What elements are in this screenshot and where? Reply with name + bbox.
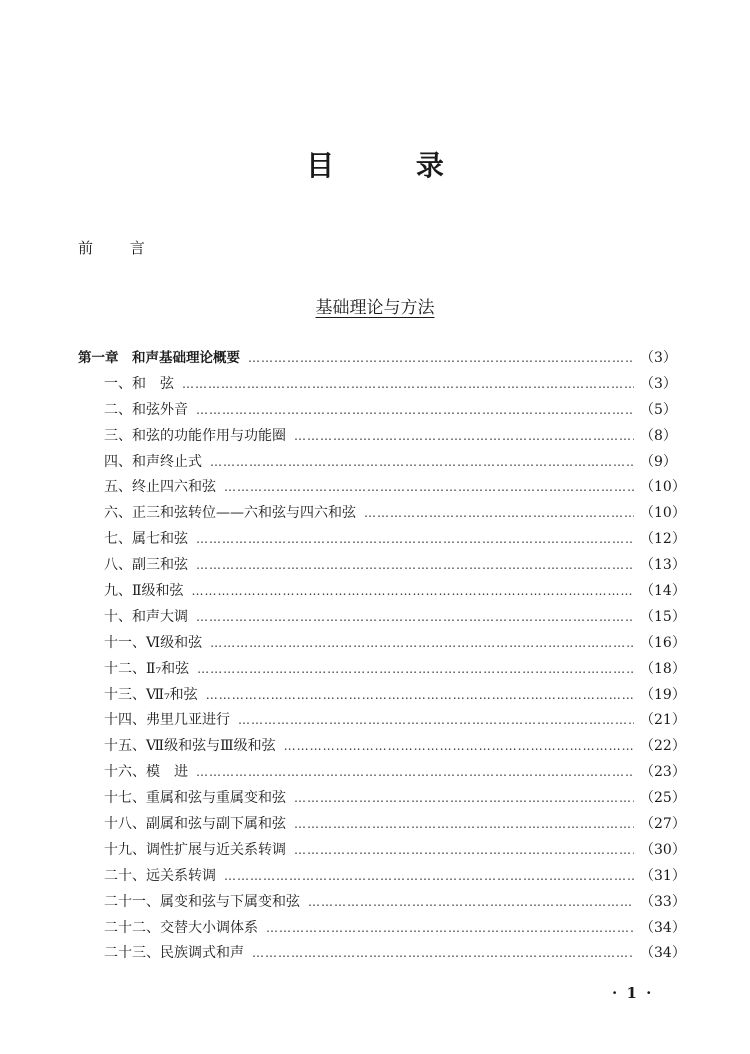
toc-entry-label: 十七、重属和弦与重属变和弦 — [104, 790, 286, 807]
toc-row — [78, 424, 677, 450]
toc-entry-label: 九、Ⅱ级和弦 — [104, 583, 184, 600]
toc-entry-page: （16） — [640, 634, 686, 651]
toc-row — [78, 527, 686, 553]
toc-entry-page: （34） — [640, 919, 686, 936]
toc-entry-page: （3） — [640, 350, 677, 366]
page-title: 目 录 — [306, 149, 480, 182]
toc-leader-dots — [238, 708, 634, 734]
toc-row — [78, 760, 686, 786]
toc-entry-label: 十三、Ⅶ₇和弦 — [104, 686, 198, 703]
toc-row — [78, 890, 686, 916]
toc-row — [78, 708, 686, 734]
toc-entry-page: （14） — [640, 583, 686, 600]
toc-entry-label: 六、正三和弦转位——六和弦与四六和弦 — [104, 505, 356, 522]
toc-row — [78, 941, 686, 967]
toc-entry-page: （30） — [640, 841, 686, 858]
toc-entry-label: 八、副三和弦 — [104, 557, 188, 574]
toc-leader-dots — [196, 605, 634, 631]
toc-leader-dots — [308, 890, 634, 916]
toc-entry-page: （15） — [640, 608, 686, 625]
table-of-contents — [78, 346, 686, 967]
toc-leader-dots — [210, 631, 634, 657]
toc-entry-page: （34） — [640, 945, 686, 962]
toc-entry-page: （13） — [640, 557, 686, 574]
toc-entry-label: 十八、副属和弦与副下属和弦 — [104, 816, 286, 833]
toc-row — [78, 450, 677, 476]
toc-leader-dots — [192, 579, 634, 605]
toc-leader-dots — [248, 346, 634, 372]
toc-entry-page: （9） — [640, 453, 677, 470]
toc-row — [78, 812, 686, 838]
toc-row — [78, 398, 677, 424]
toc-leader-dots — [294, 838, 634, 864]
toc-row — [78, 579, 686, 605]
toc-row — [78, 475, 686, 501]
toc-entry-label: 十六、模 进 — [104, 764, 188, 781]
toc-leader-dots — [294, 786, 634, 812]
toc-entry-page: （5） — [640, 401, 677, 418]
preface-entry: 前 言 — [78, 239, 161, 257]
toc-entry-label: 二十三、民族调式和声 — [104, 945, 244, 962]
toc-entry-label: 第一章 和声基础理论概要 — [78, 350, 240, 366]
toc-entry-label: 十四、弗里几亚进行 — [104, 712, 230, 729]
toc-entry-page: （10） — [640, 479, 686, 496]
toc-entry-label: 五、终止四六和弦 — [104, 479, 216, 496]
toc-entry-label: 十、和声大调 — [104, 608, 188, 625]
toc-row — [78, 864, 686, 890]
toc-row — [78, 657, 686, 683]
toc-row — [78, 553, 686, 579]
toc-row — [78, 734, 686, 760]
toc-leader-dots — [182, 372, 634, 398]
toc-entry-page: （31） — [640, 867, 686, 884]
toc-entry-page: （8） — [640, 427, 677, 444]
toc-leader-dots — [197, 657, 634, 683]
toc-entry-page: （18） — [640, 660, 686, 677]
toc-row — [78, 786, 686, 812]
toc-leader-dots — [206, 683, 634, 709]
toc-leader-dots — [196, 398, 634, 424]
section-heading — [0, 296, 750, 320]
toc-leader-dots — [210, 450, 634, 476]
toc-entry-label: 二十一、属变和弦与下属变和弦 — [104, 893, 300, 910]
toc-leader-dots — [284, 734, 634, 760]
toc-leader-dots — [224, 864, 634, 890]
toc-entry-label: 一、和 弦 — [104, 375, 174, 392]
toc-entry-page: （22） — [640, 738, 686, 755]
toc-leader-dots — [294, 812, 634, 838]
toc-entry-page: （10） — [640, 505, 686, 522]
toc-entry-label: 三、和弦的功能作用与功能圈 — [104, 427, 286, 444]
page-number: · 1 · — [612, 984, 654, 1002]
toc-entry-page: （12） — [640, 531, 686, 548]
toc-entry-page: （23） — [640, 764, 686, 781]
toc-entry-page: （3） — [640, 375, 677, 392]
toc-leader-dots — [196, 527, 634, 553]
toc-entry-label: 二十二、交替大小调体系 — [104, 919, 258, 936]
toc-leader-dots — [266, 916, 634, 942]
toc-entry-label: 十二、Ⅱ₇和弦 — [104, 660, 190, 677]
toc-chapter-row — [78, 346, 677, 372]
toc-leader-dots — [196, 553, 634, 579]
toc-entry-label: 十一、Ⅵ级和弦 — [104, 634, 203, 651]
toc-entry-page: （19） — [640, 686, 686, 703]
toc-row — [78, 372, 677, 398]
toc-entry-label: 七、属七和弦 — [104, 531, 188, 548]
section-heading-text: 基础理论与方法 — [315, 298, 435, 318]
toc-leader-dots — [294, 424, 634, 450]
toc-entry-label: 二、和弦外音 — [104, 401, 188, 418]
toc-row — [78, 683, 686, 709]
toc-entry-page: （25） — [640, 790, 686, 807]
toc-leader-dots — [252, 941, 634, 967]
toc-entry-page: （27） — [640, 816, 686, 833]
toc-row — [78, 916, 686, 942]
toc-row — [78, 501, 686, 527]
toc-row — [78, 631, 686, 657]
toc-entry-label: 十九、调性扩展与近关系转调 — [104, 841, 286, 858]
toc-entry-label: 二十、远关系转调 — [104, 867, 216, 884]
toc-entry-label: 四、和声终止式 — [104, 453, 202, 470]
toc-entry-label: 十五、Ⅶ级和弦与Ⅲ级和弦 — [104, 738, 276, 755]
toc-entry-page: （21） — [640, 712, 686, 729]
toc-row — [78, 838, 686, 864]
toc-row — [78, 605, 686, 631]
toc-leader-dots — [196, 760, 634, 786]
toc-entry-page: （33） — [640, 893, 686, 910]
toc-leader-dots — [364, 501, 634, 527]
toc-leader-dots — [224, 475, 634, 501]
